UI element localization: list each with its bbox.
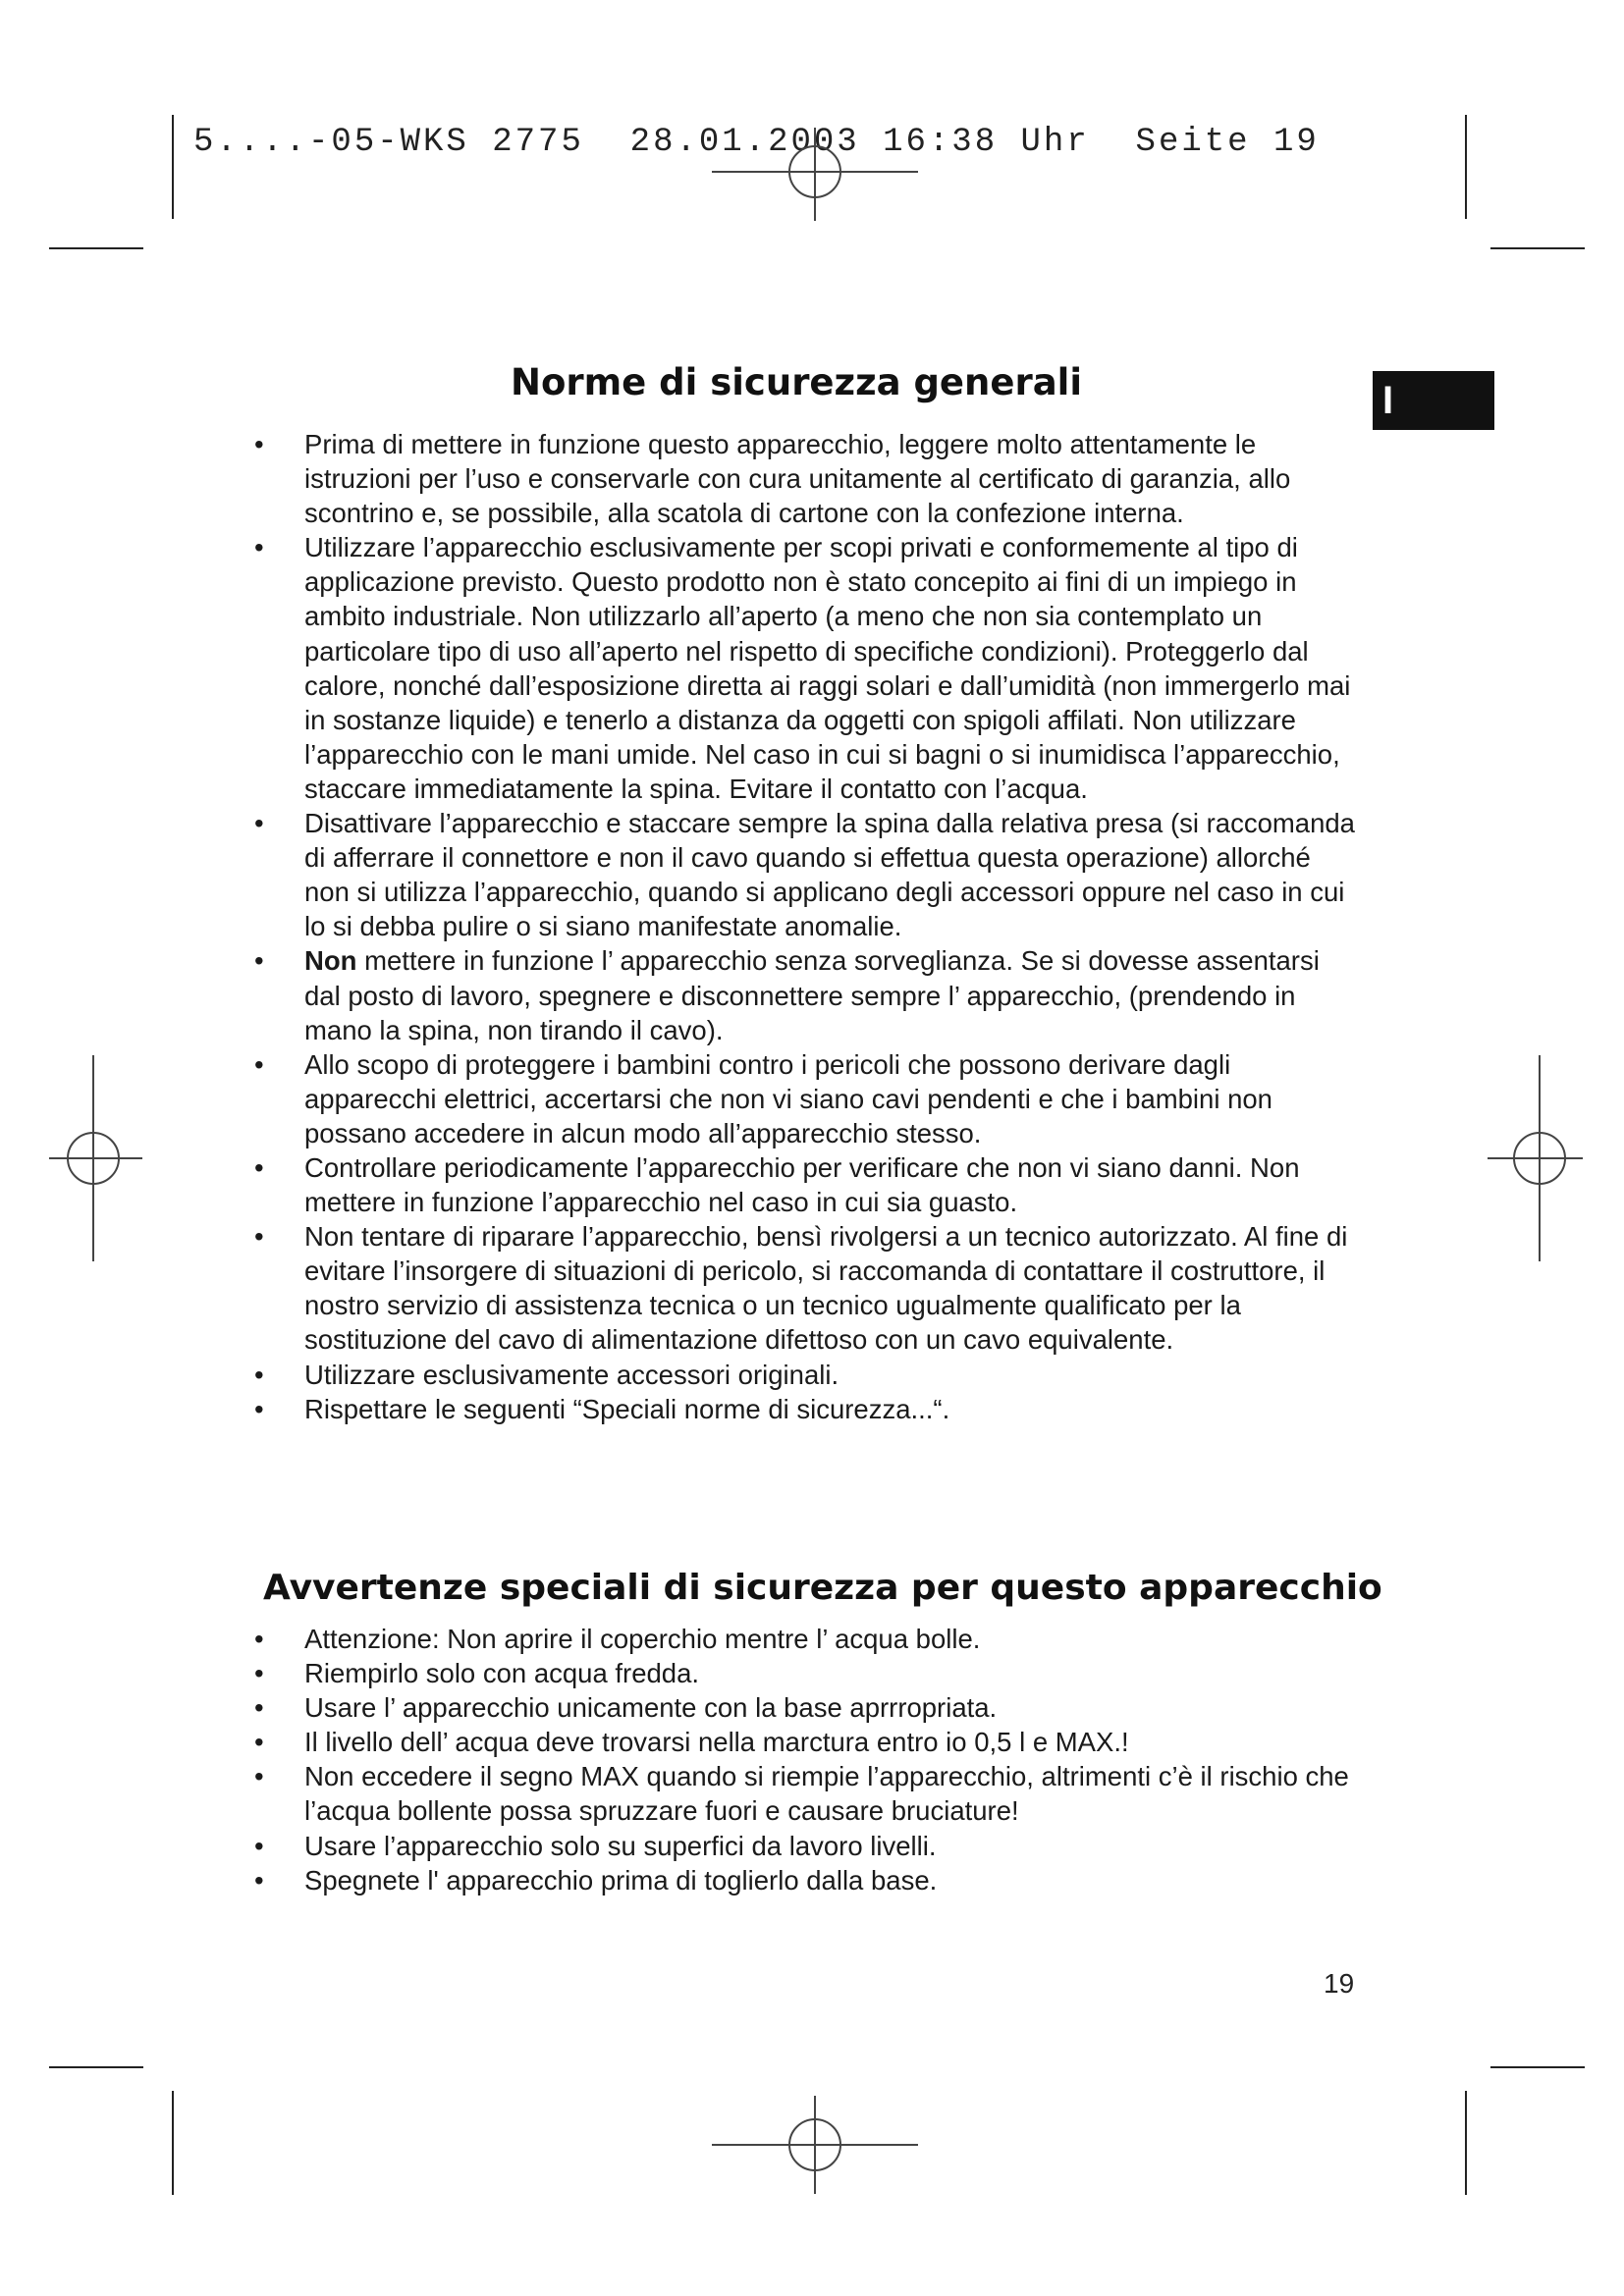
registration-mark-bottom [712, 2096, 918, 2194]
list-item: • Non eccedere il segno MAX quando si riempie l’apparecchio, altrimenti c’è il rischio che l’acqua bollente possa spruzzare fuori e causare bruciature! [254, 1761, 1349, 1827]
general-safety-list [252, 427, 1362, 1426]
list-item: • Non tentare di riparare l’apparecchio, bensì rivolgersi a un tecnico autorizzato. Al fine di evitare l’insorgere di situazioni di pericolo, si raccomanda di contattare il costruttore, il nostro servizio di assistenza tecnica o un tecnico ugualmente qualificato per la sostituzione del cavo di alimentazione difettoso con un cavo equivalente. [254, 1221, 1348, 1356]
section-title-special-safety: Avvertenze speciali di sicurezza per questo apparecchio [263, 1568, 1382, 1608]
list-item: • Attenzione: Non aprire il coperchio mentre l’ acqua bolle. [254, 1624, 981, 1654]
language-tab: I [1373, 371, 1494, 430]
list-item: • Allo scopo di proteggere i bambini contro i pericoli che possono derivare dagli apparecchi elettrici, accertarsi che non vi siano cavi pendenti e che i bambini non possano accedere in alcun modo all’apparecchio stesso. [254, 1048, 1272, 1148]
section-title-general-safety: Norme di sicurezza generali [511, 361, 1083, 403]
registration-mark-right [1488, 1055, 1583, 1261]
list-item: • Spegnete l' apparecchio prima di toglierlo dalla base. [254, 1864, 938, 1896]
list-item: • Usare l’ apparecchio unicamente con la base aprrropriata. [254, 1692, 998, 1724]
list-item: • Prima di mettere in funzione questo apparecchio, leggere molto attentamente le istruzioni per l’uso e conservarle con cura unitamente al certificato di garanzia, allo scontrino e, se possibile, alla scatola di cartone con la confezione interna. [254, 429, 1291, 529]
list-item: • Rispettare le seguenti “Speciali norme di sicurezza...“. [254, 1393, 950, 1424]
registration-mark-left [49, 1055, 142, 1261]
list-item: • Non mettere in funzione l’ apparecchio senza sorveglianza. Se si dovesse assentarsi dal posto di lavoro, spegnere e disconnettere sempre l’ apparecchio, (prendendo in mano la spina, non tirando il cavo). [254, 945, 1320, 1045]
list-item: • Il livello dell’ acqua deve trovarsi nella marctura entro io 0,5 l e MAX.! [254, 1727, 1129, 1758]
registration-mark-top [712, 128, 918, 221]
list-item: • Utilizzare esclusivamente accessori originali. [254, 1359, 839, 1390]
list-item: • Riempirlo solo con acqua fredda. [254, 1658, 700, 1689]
list-item: • Usare l’apparecchio solo su superfici da lavoro livelli. [254, 1830, 937, 1861]
print-slug: 5....-05-WKS 2775 28.01.2003 16:38 Uhr Seite 19 [193, 124, 1320, 161]
list-item: • Utilizzare l’apparecchio esclusivamente per scopi privati e conformemente al tipo di applicazione previsto. Questo prodotto non è stato concepito ai fini di un impiego in ambito industriale. Non utilizzarlo all’aperto (a meno che non sia contemplato un particolare tipo di uso all’aperto nel rispetto di specifiche condizioni). Proteggerlo dal calore, nonché dall’esposizione diretta ai raggi solari e dall’umidità (non immergerlo mai in sostanze liquide) e tenerlo a distanza da oggetti con spigoli affilati. Non utilizzare l’apparecchio con le mani umide. Nel caso in cui si bagni o si inumidisca l’apparecchio, staccare immediatamente la spina. Evitare il contatto con l’acqua. [254, 532, 1351, 804]
list-item: • Controllare periodicamente l’apparecchio per verificare che non vi siano danni. Non mettere in funzione l’apparecchio nel caso in cui sia guasto. [254, 1151, 1300, 1218]
special-safety-list [252, 1622, 1362, 1897]
page-number: 19 [1324, 1968, 1355, 1999]
list-item: • Disattivare l’apparecchio e staccare sempre la spina dalla relativa presa (si raccomanda di afferrare il connettore e non il cavo quando si effettua questa operazione) allorché non si utilizza l’apparecchio, quando si applicano degli accessori oppure nel caso in cui lo si debba pulire o si siano manifestate anomalie. [254, 808, 1355, 942]
